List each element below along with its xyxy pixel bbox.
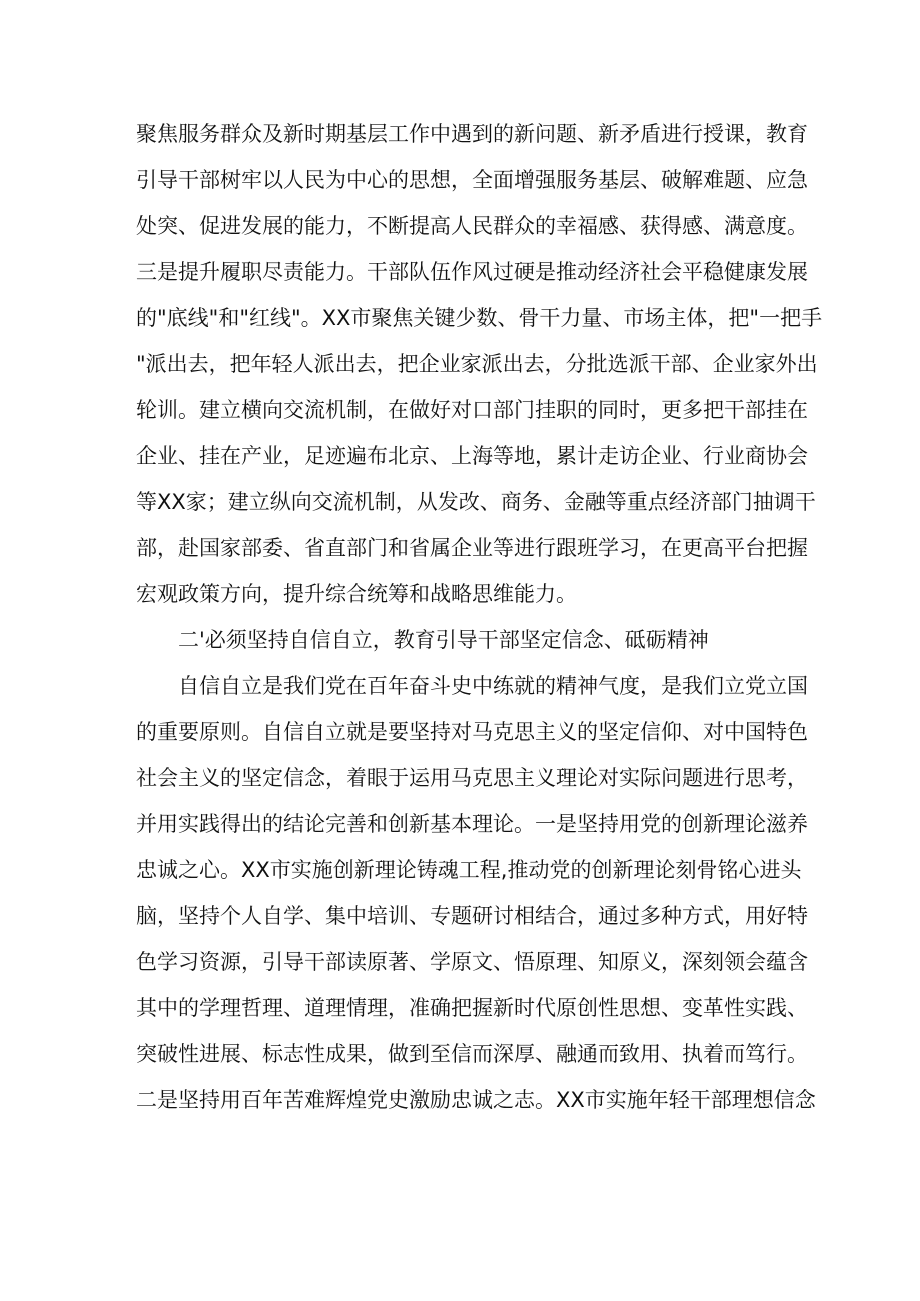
text-line: 三是提升履职尽责能力。干部队伍作风过硬是推动经济社会平稳健康发展 [136,260,808,284]
text-line: 轮训。建立横向交流机制，在做好对口部门挂职的同时，更多把干部挂在 [136,398,808,422]
text-line: 色学习资源，引导干部读原著、学原文、悟原理、知原义，深刻领会蕴含 [136,950,808,974]
text-line: 并用实践得出的结论完善和创新基本理论。一是坚持用党的创新理论滋养 [136,812,808,836]
text-line: 宏观政策方向，提升综合统筹和战略思维能力。 [136,582,577,606]
body-text [136,111,823,1123]
text-line: 等XX家；建立纵向交流机制，从发改、商务、金融等重点经济部门抽调干 [136,490,816,514]
text-line: 忠诚之心。XX市实施创新理论铸魂工程,推动党的创新理论刻骨铭心进头 [136,858,802,882]
text-line: 部，赴国家部委、省直部门和省属企业等进行跟班学习，在更高平台把握 [136,536,808,560]
section-heading: 二'必须坚持自信自立，教育引导干部坚定信念、砥砺精神 [178,628,709,652]
text-line: 二是坚持用百年苦难辉煌党史激励忠诚之志。XX市实施年轻干部理想信念 [136,1088,816,1112]
text-line: 企业、挂在产业，足迹遍布北京、上海等地，累计走访企业、行业商协会 [136,444,808,468]
text-line: 社会主义的坚定信念，着眼于运用马克思主义理论对实际问题进行思考， [136,766,808,790]
text-line: 突破性进展、标志性成果，做到至信而深厚、融通而致用、执着而笃行。 [136,1042,808,1066]
text-line: 自信自立是我们党在百年奋斗史中练就的精神气度，是我们立党立国 [178,674,808,698]
text-line: 的重要原则。自信自立就是要坚持对马克思主义的坚定信仰、对中国特色 [136,720,808,744]
text-line: 的"底线"和"红线"。XX市聚焦关键少数、骨干力量、市场主体，把"一把手 [136,306,823,330]
text-line: 引导干部树牢以人民为中心的思想，全面增强服务基层、破解难题、应急 [136,168,808,192]
text-line: 脑，坚持个人自学、集中培训、专题研讨相结合，通过多种方式，用好特 [136,904,808,928]
text-line: 其中的学理哲理、道理情理，准确把握新时代原创性思想、变革性实践、 [136,996,808,1020]
text-line: "派出去，把年轻人派出去，把企业家派出去，分批选派干部、企业家外出 [136,352,818,376]
text-line: 处突、促进发展的能力，不断提高人民群众的幸福感、获得感、满意度。 [136,214,808,238]
text-line: 聚焦服务群众及新时期基层工作中遇到的新问题、新矛盾进行授课，教育 [136,122,808,146]
